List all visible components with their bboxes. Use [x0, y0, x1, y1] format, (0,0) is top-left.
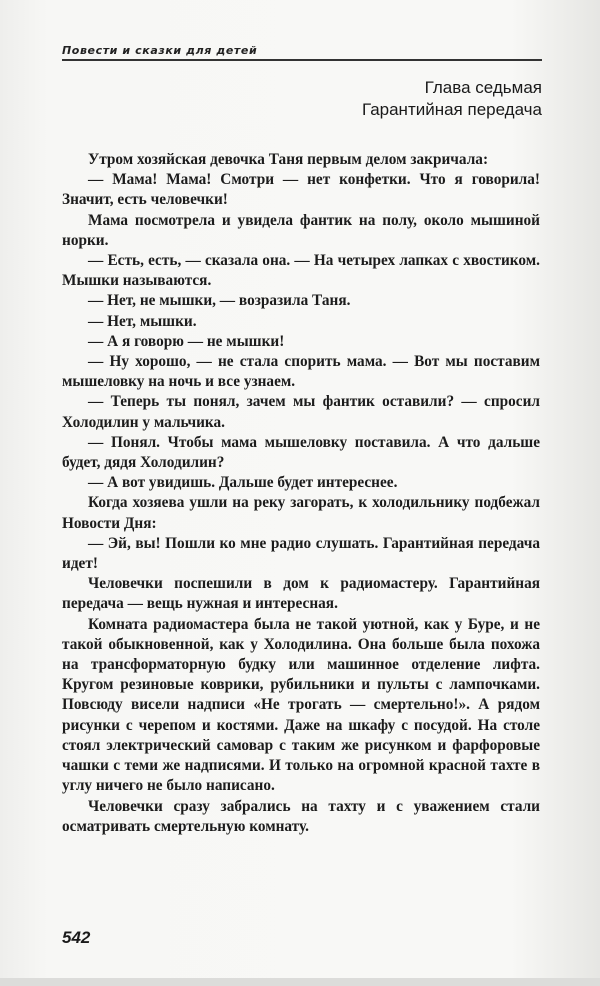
paragraph: — А я говорю — не мышки! [88, 332, 285, 350]
paragraph: — Есть, есть, — сказала она. — На четырех лапках с хвостиком. Мышки называются. [62, 252, 540, 290]
paragraph: Человечки поспешили в дом к радиомастеру. Гарантийная передача — вещь нужная и интересная. [62, 575, 540, 613]
chapter-label: Глава седьмая [424, 78, 542, 97]
paragraph: — Эй, вы! Пошли ко мне радио слушать. Гарантийная передача идет! [62, 534, 540, 573]
page-number: 542 [62, 928, 91, 947]
paragraph: — Мама! Мама! Смотри — нет конфетки. Что я говорила! Значит, есть человечки! [62, 171, 540, 209]
paragraph: Мама посмотрела и увидела фантик на полу, около мышиной норки. [62, 211, 540, 249]
paragraph: — Теперь ты понял, зачем мы фантик оставили? — спросил Холодилин у мальчика. [62, 393, 540, 431]
paragraph: Когда хозяева ушли на реку загорать, к холодильнику подбежал Новости Дня: [62, 494, 540, 532]
paragraph: — Нет, не мышки, — возразила Таня. [88, 292, 351, 310]
paragraph: — Ну хорошо, — не стала спорить мама. — Вот мы поставим мышеловку на ночь и все узнаем. [62, 353, 540, 391]
paragraph: — Нет, мышки. [88, 312, 197, 330]
paragraph: Комната радиомастера была не такой уютной, как у Буре, и не такой обыкновенной, как у Холодилина. Она больше была похожа на трансформаторную будку или машинное отделение лифта. Кругом резиновые коврики, рубильники и пульты с лампочками. Повсюду висели надписи «Не трогать — смертельно!». А рядом рисунки с черепом и костями. Даже на шкафу с посудой. На столе стоял электрический самовар с таким же рисунком и фарфоровые чашки с теми же надписями. И только на огромной красной тахте в углу ничего не было написано. [62, 615, 540, 795]
chapter-title: Гарантийная передача [361, 100, 542, 119]
paragraph: Человечки сразу забрались на тахту и с уважением стали осматривать смертельную комнату. [62, 797, 540, 835]
paragraph: — Понял. Чтобы мама мышеловку поставила. А что дальше будет, дядя Холодилин? [62, 433, 540, 472]
body-text [62, 150, 540, 837]
page-bottom-edge [0, 978, 600, 986]
paragraph: — А вот увидишь. Дальше будет интереснее. [88, 474, 398, 492]
running-head: Повести и сказки для детей [62, 44, 542, 61]
paragraph: Утром хозяйская девочка Таня первым делом закричала: [88, 151, 489, 168]
